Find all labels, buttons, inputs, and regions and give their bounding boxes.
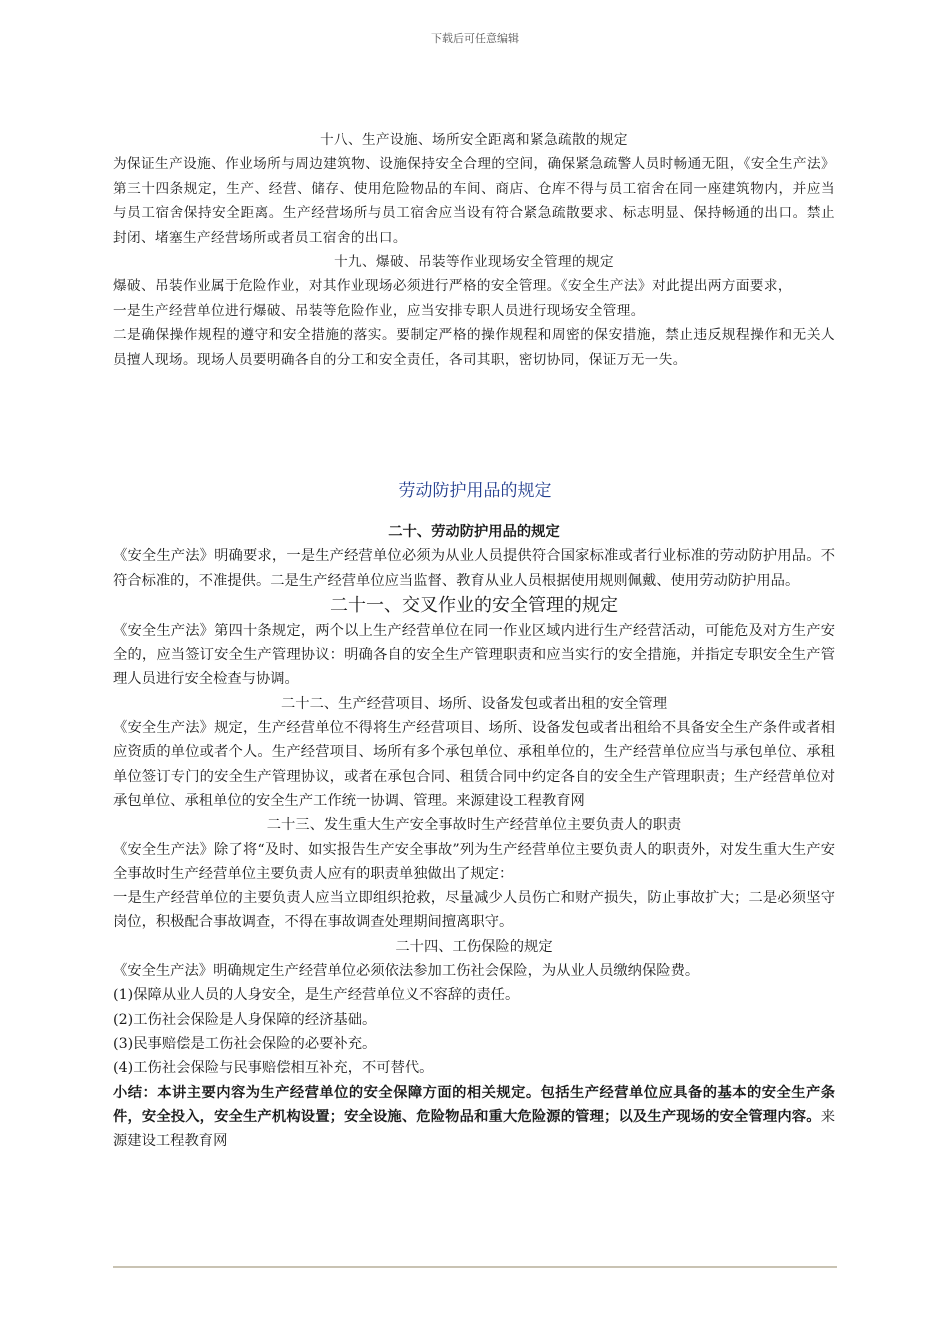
paragraph-23a: 《安全生产法》除了将“及时、如实报告生产安全事故”列为生产经营单位主要负责人的职责外，对发生重大生产安全事故时生产经营单位主要负责人应有的职责单独做出了规定： <box>113 841 835 882</box>
list-item-3: (3)民事赔偿是工伤社会保险的必要补充。 <box>113 1035 377 1052</box>
paragraph-24: 《安全生产法》明确规定生产经营单位必须依法参加工伤社会保险，为从业人员缴纳保险费。 <box>113 963 700 980</box>
heading-24: 二十四、工伤保险的规定 <box>395 938 553 955</box>
list-item-1: (1)保障从业人员的人身安全，是生产经营单位义不容辞的责任。 <box>113 987 520 1004</box>
heading-23: 二十三、发生重大生产安全事故时生产经营单位主要负责人的职责 <box>266 817 682 834</box>
page-header: 下载后可任意编辑 <box>431 32 519 45</box>
section-1 <box>113 128 835 372</box>
footer-rule <box>113 1266 837 1268</box>
summary <box>113 1081 835 1154</box>
heading-20: 二十、劳动防护用品的规定 <box>388 524 560 540</box>
summary-source: 来源建设工程教育网 <box>113 1108 835 1150</box>
section-title: 劳动防护用品的规定 <box>398 481 552 501</box>
list-item-4: (4)工伤社会保险与民事赔偿相互补充，不可替代。 <box>113 1060 434 1077</box>
paragraph-23b: 一是生产经营单位的主要负责人应当立即组织抢救，尽量减少人员伤亡和财产损失，防止事故扩大；二是必须坚守岗位，积极配合事故调查，不得在事故调查处理期间擅离职守。 <box>113 890 835 931</box>
paragraph-22: 《安全生产法》规定，生产经营单位不得将生产经营项目、场所、设备发包或者出租给不具备安全生产条件或者相应资质的单位或者个人。生产经营项目、场所有多个承包单位、承租单位的，生产经营单位应当与承包单位、承租单位签订专门的安全生产管理协议，或者在承包合同、租赁合同中约定各自的安全生产管理职责；生产经营单位对承包单位、承租单位的安全生产工作统一协调、管理。来源建设工程教育网 <box>113 720 835 809</box>
heading-21: 二十一、交叉作业的安全管理的规定 <box>330 594 618 616</box>
paragraph-19c: 二是确保操作规程的遵守和安全措施的落实。要制定严格的操作规程和周密的保安措施，禁止违反规程操作和无关人员擅人现场。现场人员要明确各自的分工和安全责任，各司其职，密切协同，保证万无一失。 <box>113 327 835 368</box>
paragraph-20: 《安全生产法》明确要求，一是生产经营单位必须为从业人员提供符合国家标准或者行业标准的劳动防护用品。不符合标准的，不准提供。二是生产经营单位应当监督、教育从业人员根据使用规则佩戴、使用劳动防护用品。 <box>113 548 835 589</box>
summary-bold: 小结：本讲主要内容为生产经营单位的安全保障方面的相关规定。包括生产经营单位应具备的基本的安全生产条件，安全投入，安全生产机构设置；安全设施、危险物品和重大危险源的管理；以及生产现场的安全管理内容。 <box>113 1084 835 1125</box>
heading-22: 二十二、生产经营项目、场所、设备发包或者出租的安全管理 <box>280 695 667 712</box>
paragraph-19b: 一是生产经营单位进行爆破、吊装等危险作业，应当安排专职人员进行现场安全管理。 <box>113 302 645 319</box>
list-item-2: (2)工伤社会保险是人身保障的经济基础。 <box>113 1011 377 1028</box>
heading-19: 十九、爆破、吊装等作业现场安全管理的规定 <box>334 254 614 271</box>
section-2 <box>113 520 835 1153</box>
heading-18: 十八、生产设施、场所安全距离和紧急疏散的规定 <box>320 132 628 148</box>
paragraph-19a: 爆破、吊装作业属于危险作业，对其作业现场必须进行严格的安全管理。《安全生产法》对此提出两方面要求， <box>113 278 792 295</box>
paragraph-21: 《安全生产法》第四十条规定，两个以上生产经营单位在同一作业区域内进行生产经营活动，可能危及对方生产安全的，应当签订安全生产管理协议：明确各自的安全生产管理职责和应当实行的安全措施，并指定专职安全生产管理人员进行安全检查与协调。 <box>113 622 835 688</box>
paragraph-18: 为保证生产设施、作业场所与周边建筑物、设施保持安全合理的空间，确保紧急疏警人员时畅通无阻，《安全生产法》第三十四条规定，生产、经营、储存、使用危险物品的车间、商店、仓库不得与员工宿舍在同一座建筑物内，并应当与员工宿舍保持安全距离。生产经营场所与员工宿舍应当设有符合紧急疏散要求、标志明显、保持畅通的出口。禁止封闭、堵塞生产经营场所或者员工宿舍的出口。 <box>113 156 835 246</box>
